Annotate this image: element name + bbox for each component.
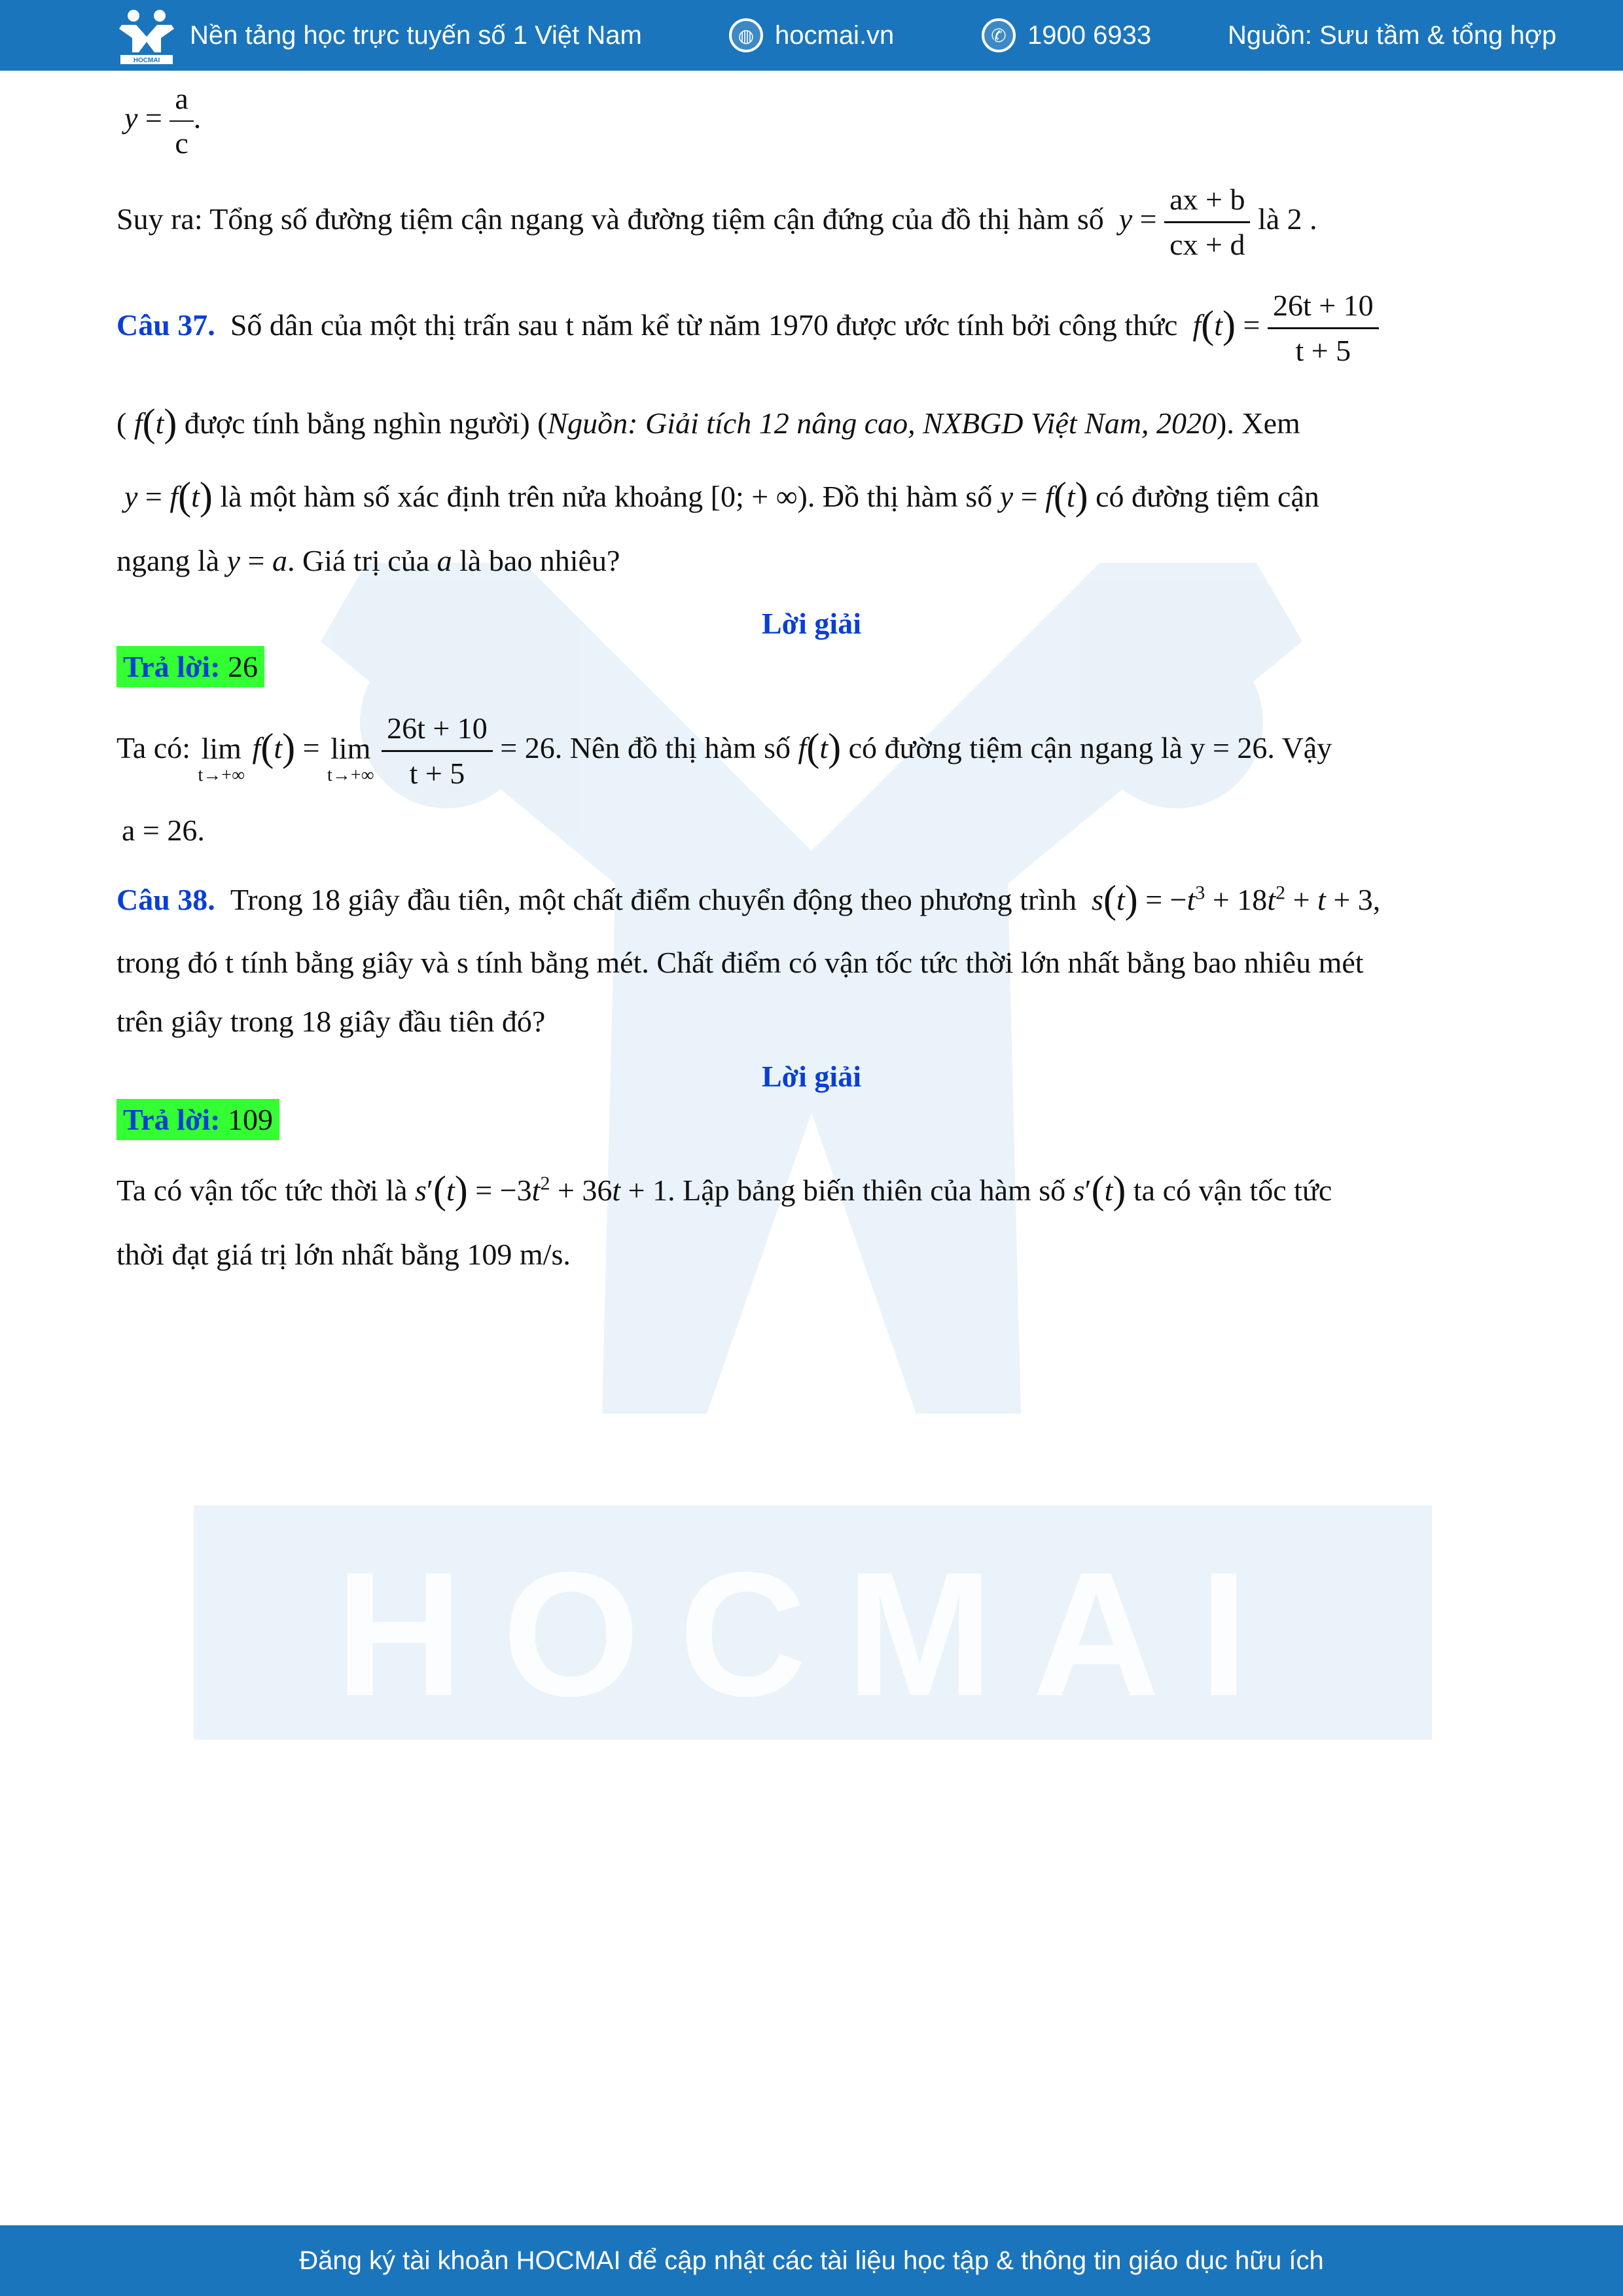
q38-solution-title: Lời giải bbox=[762, 1060, 861, 1093]
q37-line3: y = f(t) là một hàm số xác định trên nửa khoảng [0; + ∞). Đồ thị hàm số y = f(t) có đường tiệm cận bbox=[124, 475, 1319, 518]
footer-bar[interactable] bbox=[0, 2225, 1623, 2296]
header-tagline: Nền tảng học trực tuyến số 1 Việt Nam bbox=[190, 20, 642, 50]
intro-summary: Suy ra: Tổng số đường tiệm cận ngang và đường tiệm cận đứng của đồ thị hàm số y = $\frac{ax + b}{cx + d}$ là 2 . bbox=[116, 183, 1317, 261]
footer-text: Đăng ký tài khoản HOCMAI để cập nhật các tài liệu học tập & thông tin giáo dục hữu ích bbox=[299, 2246, 1324, 2275]
logo-text: HOCMAI bbox=[133, 57, 160, 64]
summary-text: Suy ra: Tổng số đường tiệm cận ngang và đường tiệm cận đứng của đồ thị hàm số bbox=[116, 202, 1104, 236]
q37-label: Câu 37. bbox=[116, 308, 215, 342]
watermark-text: HOCMAI bbox=[335, 1536, 1288, 1733]
limit-2: lim t→+∞ bbox=[327, 731, 374, 785]
summary-result: là 2 . bbox=[1257, 202, 1317, 236]
q38-solution-line: Ta có vận tốc tức thời là $s'(t) = -3t^2 + 36t + 1$. Lập bảng biến thiên của hàm số s′(t) ta có vận tốc tức bbox=[116, 1168, 1332, 1211]
phone-icon: ✆ bbox=[982, 18, 1016, 52]
q37-answer-highlight: Trả lời: 26 bbox=[116, 646, 264, 687]
q37-source: Nguồn: Giải tích 12 nâng cao, NXBGD Việt Nam, 2020 bbox=[547, 406, 1217, 440]
globe-icon: ◍ bbox=[729, 18, 763, 52]
q38-solution-line2: thời đạt giá trị lớn nhất bằng 109 m/s. bbox=[116, 1238, 571, 1271]
summary-fraction: $\frac{ax + b}{cx + d}$ bbox=[1164, 185, 1250, 260]
q37-solution-line: Ta có: lim t→+∞ f(t) = lim t→+∞ $\frac{26t + 10}{t + 5}$ = 26. Nên đồ thị hàm số f(t) có đường tiệm cận ngang là y = 26. Vậy bbox=[116, 711, 1332, 790]
q37-text: Số dân của một thị trấn sau t năm kể từ năm 1970 được ước tính bởi công thức bbox=[230, 308, 1178, 342]
q37-final: a = 26. bbox=[122, 814, 205, 847]
intro-fraction: $\frac{a}{c}$ bbox=[169, 84, 193, 158]
q38-label: Câu 38. bbox=[116, 883, 215, 916]
q37-answer bbox=[116, 652, 264, 682]
q38-line3: trên giây trong 18 giây đầu tiên đó? bbox=[116, 1005, 546, 1038]
website-text: hocmai.vn bbox=[775, 20, 895, 50]
phone-text: 1900 6933 bbox=[1027, 20, 1152, 50]
q37-solution-fraction: $\frac{26t + 10}{t + 5}$ bbox=[382, 713, 493, 789]
q38-answer bbox=[116, 1105, 279, 1135]
q37-line2: ( f(t) được tính bằng nghìn người) (Nguồn: Giải tích 12 nâng cao, NXBGD Việt Nam, 2020). Xem bbox=[116, 401, 1300, 444]
q38-answer-highlight: Trả lời: 109 bbox=[116, 1099, 279, 1140]
limit-1: lim t→+∞ bbox=[198, 731, 245, 785]
q37-line4: ngang là y = a. Giá trị của a là bao nhiêu? bbox=[116, 544, 620, 577]
q37-solution-title: Lời giải bbox=[762, 607, 861, 640]
intro-formula: y = $\frac{a}{c}$ . bbox=[124, 82, 202, 160]
q37-line1: Câu 37. Số dân của một thị trấn sau t năm kể từ năm 1970 được ước tính bởi công thức f(t) = $\frac{26t + 10}{t + 5}$ bbox=[116, 291, 1379, 366]
q37-formula: $\frac{26t + 10}{t + 5}$ bbox=[1268, 291, 1379, 366]
q38-line1: Câu 38. Trong 18 giây đầu tiên, một chất điểm chuyển động theo phương trình $s(t) = -t^3 + 18t^2 + t + 3$, bbox=[116, 878, 1381, 921]
q38-line2: trong đó t tính bằng giây và s tính bằng mét. Chất điểm có vận tốc tức thời lớn nhất bằng bao nhiêu mét bbox=[116, 946, 1364, 979]
header-source: Nguồn: Sưu tầm & tổng hợp bbox=[1228, 20, 1557, 50]
